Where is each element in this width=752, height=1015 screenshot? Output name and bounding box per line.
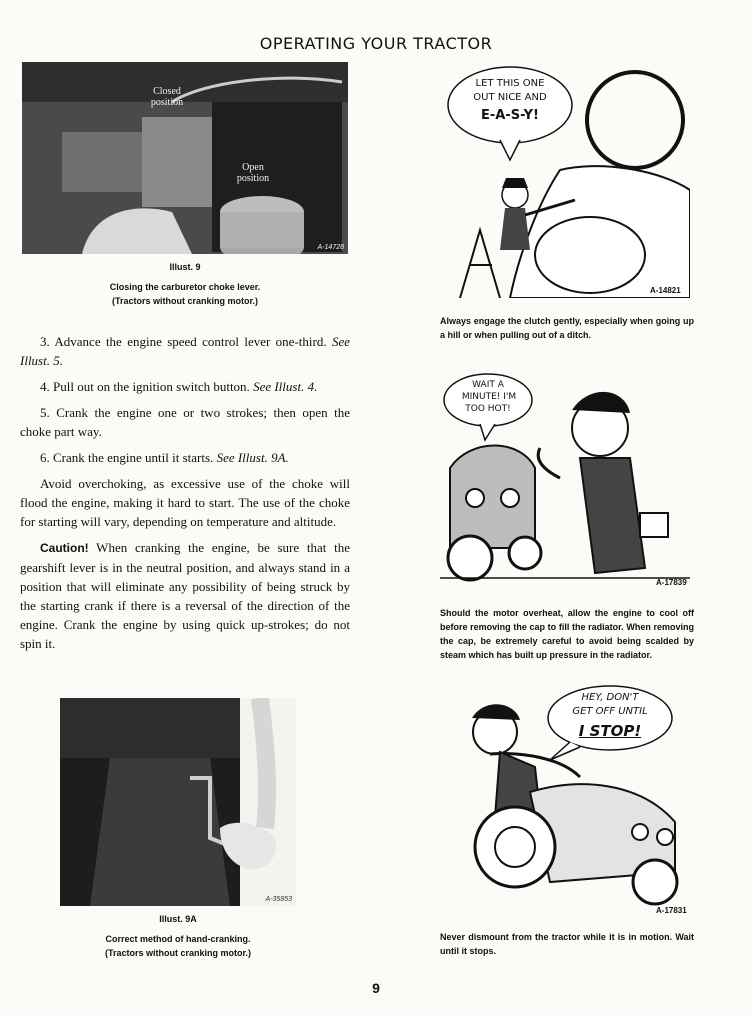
cartoon2-code: A-17839 [656, 578, 687, 587]
illust9a-caption-line2: (Tractors without cranking motor.) [104, 948, 251, 958]
cartoon1-code: A-14821 [650, 286, 681, 295]
overheat-balloon-line2: MINUTE! I'M [461, 392, 517, 402]
page-number: 9 [372, 980, 380, 996]
clutch-balloon-line1: LET THIS ONE [475, 78, 545, 89]
caution-heading: Caution! [40, 541, 89, 555]
clutch-cartoon [440, 60, 690, 298]
cartoon1-caption: Always engage the clutch gently, especially when going up a hill or when pulling out of a ditch. [440, 316, 694, 340]
closed-position-label: Closed position [150, 86, 184, 108]
step-3: 3. Advance the engine speed control lever one-third. See Illust. 5. [20, 334, 350, 368]
illust9-caption-line1: Closing the carburetor choke lever. [109, 282, 261, 292]
open-position-label: Open position [236, 162, 270, 184]
clutch-balloon-line3: E-A-S-Y! [481, 108, 539, 123]
dismount-balloon-line1: HEY, DON'T [581, 692, 639, 703]
carburetor-choke-photo [22, 62, 348, 254]
overheat-balloon-line1: WAIT A [472, 380, 504, 390]
hand-cranking-photo-art [60, 698, 296, 906]
overchoking-paragraph: Avoid overchoking, as excessive use of the choke will flood the engine, making it hard to start. The use of the choke for starting will vary, depending on temperature and altitude. [20, 476, 350, 529]
page-title: OPERATING YOUR TRACTOR [259, 34, 493, 53]
step-5: 5. Crank the engine one or two strokes; then open the choke part way. [20, 405, 350, 439]
cartoon3-caption: Never dismount from the tractor while it is in motion. Wait until it stops. [440, 932, 694, 956]
step-4: 4. Pull out on the ignition switch button. See Illust. 4. [40, 379, 318, 394]
overheat-cartoon [440, 368, 690, 588]
dismount-balloon-line3: I STOP! [578, 722, 642, 740]
cartoon3-code: A-17831 [656, 906, 687, 915]
illust9a-caption-line1: Correct method of hand-cranking. [105, 934, 251, 944]
dismount-balloon-line2: GET OFF UNTIL [572, 706, 648, 717]
step-6: 6. Crank the engine until it starts. See Illust. 9A. [40, 450, 289, 465]
overheat-balloon-line3: TOO HOT! [465, 404, 511, 414]
clutch-balloon-line2: OUT NICE AND [473, 92, 547, 103]
hand-cranking-photo [60, 698, 296, 906]
illust9a-title: Illust. 9A [159, 914, 197, 924]
illust9-title: Illust. 9 [169, 262, 201, 272]
illust9a-code: A-35853 [265, 896, 292, 903]
caution-paragraph: Caution! When cranking the engine, be sure that the gearshift lever is in the neutral position, and always stand in a position that will eliminate any possibility of being struck by the starting crank if there is a reversal of the direction of the engine. Crank the engine by using quick up-strokes; do not spin it. [20, 540, 351, 651]
instructions-text [20, 332, 350, 660]
cartoon2-caption: Should the motor overheat, allow the engine to cool off before removing the cap to fill the radiator. When removing the cap, be extremely careful to avoid being scalded by steam which has built up pressure in the radiator. [440, 608, 694, 660]
illust9-caption-line2: (Tractors without cranking motor.) [111, 296, 258, 306]
illust9-code: A-14728 [317, 244, 344, 251]
dismount-cartoon [440, 682, 690, 914]
